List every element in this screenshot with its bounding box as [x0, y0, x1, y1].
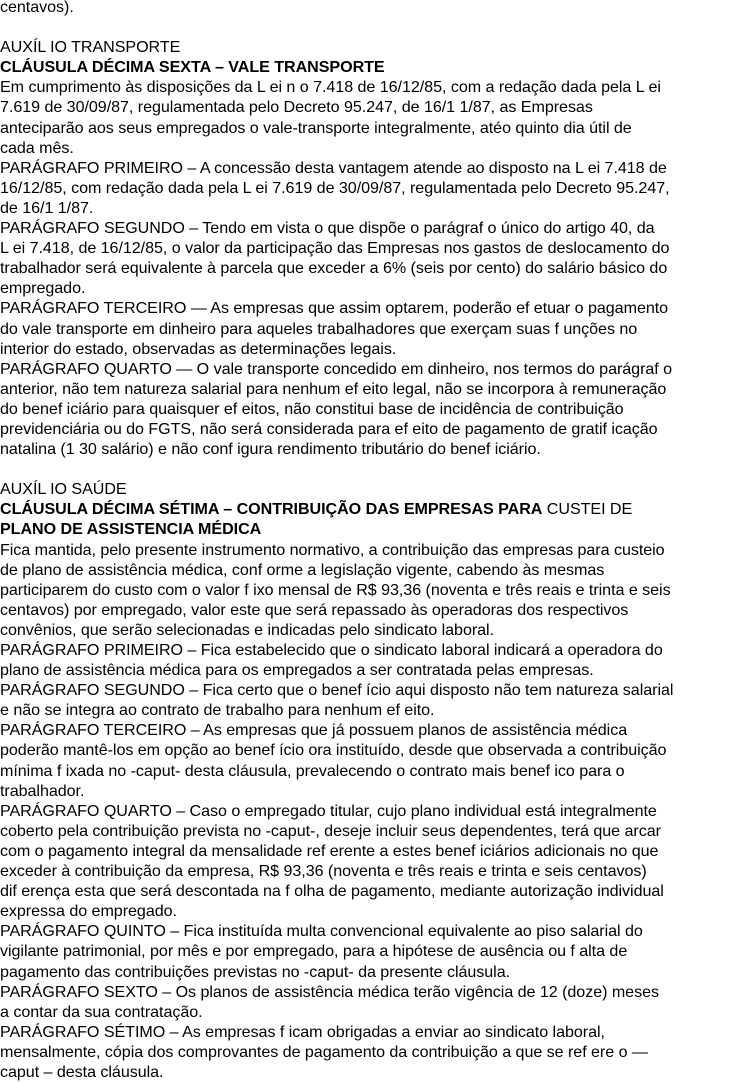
text-line: plano de assistência médica para os empregados a ser contratada pelas empresas. [0, 661, 594, 680]
text-line: anterior, não tem natureza salarial para nenhum ef eito legal, não se incorpora à remuneração [0, 379, 667, 398]
text-line: anteciparão aos seus empregados o vale-transporte integralmente, atéo quinto dia útil de [0, 118, 632, 137]
clause-body [0, 540, 733, 1082]
clause-title-regular: CUSTEI DE [542, 500, 633, 519]
text-line: exceder à contribuição da empresa, R$ 93,36 (noventa e três reais e trinta e seis centavos) [0, 862, 647, 881]
text-line: PARÁGRAFO QUINTO – Fica instituída multa convencional equivalente ao piso salarial do [0, 922, 643, 941]
text-line: a contar da sua contratação. [0, 1002, 203, 1021]
text-line: do vale transporte em dinheiro para aqueles trabalhadores que exerçam suas f unções no [0, 319, 638, 338]
text-line: L ei 7.418, de 16/12/85, o valor da participação das Empresas nos gastos de deslocamento do [0, 239, 670, 258]
text-line: do benef iciário para quaisquer ef eitos, não constitui base de incidência de contribuição [0, 399, 624, 418]
text-line: dif erença esta que será descontada na f olha de pagamento, mediante autorização individual [0, 882, 664, 901]
clause-title-bold: CLÁUSULA DÉCIMA SÉTIMA – CONTRIBUIÇÃO DAS EMPRESAS PARA [0, 500, 543, 519]
section-label: AUXÍL IO TRANSPORTE [0, 38, 181, 57]
text-line: 16/12/85, com redação dada pela L ei 7.619 de 30/09/87, regulamentada pelo Decreto 95.247, [0, 178, 670, 197]
clause-title: CLÁUSULA DÉCIMA SEXTA – VALE TRANSPORTE [0, 58, 385, 77]
text-line: PARÁGRAFO SEXTO – Os planos de assistência médica terão vigência de 12 (doze) meses [0, 982, 659, 1001]
text-line: previdenciária ou do FGTS, não será considerada para ef eito de pagamento de gratif icação [0, 419, 658, 438]
clause-body [0, 77, 733, 459]
text-line: pagamento das contribuições previstas no -caput- da presente cláusula. [0, 962, 511, 981]
blank-line [0, 459, 733, 479]
section-label: AUXÍL IO SAÚDE [0, 480, 127, 499]
continuation-line: centavos). [0, 0, 74, 16]
text-line: trabalhador. [0, 781, 85, 800]
text-line: PARÁGRAFO TERCEIRO — As empresas que assim optarem, poderão ef etuar o pagamento [0, 299, 669, 318]
text-line: convênios, que serão selecionadas e indicadas pelo sindicato laboral. [0, 620, 494, 639]
clause-title-line-2: PLANO DE ASSISTENCIA MÉDICA [0, 520, 262, 539]
text-line: natalina (1 30 salário) e não conf igura rendimento tributário do benef iciário. [0, 440, 541, 459]
text-line: coberto pela contribuição prevista no -caput-, deseje incluir seus dependentes, terá que arcar [0, 821, 661, 840]
text-line: Em cumprimento às disposições da L ei n o 7.418 de 16/12/85, com a redação dada pela L ei [0, 78, 661, 97]
text-line: mensalmente, cópia dos comprovantes de pagamento da contribuição a que se ref ere o — [0, 1042, 648, 1061]
text-line: de 16/1 1/87. [0, 198, 94, 217]
text-line: participarem do custo com o valor f ixo mensal de R$ 93,36 (noventa e três reais e trinta e seis [0, 580, 671, 599]
text-line: caput – desta cláusula. [0, 1062, 164, 1081]
text-line: PARÁGRAFO PRIMEIRO – A concessão desta vantagem atende ao disposto na L ei 7.418 de [0, 158, 667, 177]
text-line: PARÁGRAFO SEGUNDO – Fica certo que o benef ício aqui disposto não tem natureza salarial [0, 681, 674, 700]
text-line: vigilante patrimonial, por mês e por empregado, para a hipótese de ausência ou f alta de [0, 942, 628, 961]
text-line: Fica mantida, pelo presente instrumento normativo, a contribuição das empresas para custeio [0, 540, 665, 559]
clause-title-line-1 [0, 499, 733, 519]
text-line: trabalhador será equivalente à parcela que exceder a 6% (seis por cento) do salário básico do [0, 259, 668, 278]
text-line: PARÁGRAFO SEGUNDO – Tendo em vista o que dispõe o parágraf o único do artigo 40, da [0, 219, 655, 238]
text-line: centavos) por empregado, valor este que será repassado às operadoras dos respectivos [0, 600, 629, 619]
text-line: PARÁGRAFO QUARTO — O vale transporte concedido em dinheiro, nos termos do parágraf o [0, 359, 673, 378]
text-line: e não se integra ao contrato de trabalho para nenhum ef eito. [0, 701, 435, 720]
section-transporte [0, 37, 733, 459]
text-line: PARÁGRAFO PRIMEIRO – Fica estabelecido que o sindicato laboral indicará a operadora do [0, 641, 663, 659]
text-line: PARÁGRAFO QUARTO – Caso o empregado titular, cujo plano individual está integralmente [0, 801, 657, 820]
text-line: empregado. [0, 279, 86, 298]
text-line: 7.619 de 30/09/87, regulamentada pelo Decreto 95.247, de 16/1 1/87, as Empresas [0, 98, 593, 117]
text-line: expressa do empregado. [0, 902, 177, 921]
section-saude [0, 479, 733, 1082]
text-line: mínima f ixada no -caput- desta cláusula, prevalecendo o contrato mais benef ico para o [0, 761, 625, 780]
text-line: interior do estado, observadas as determinações legais. [0, 339, 397, 358]
text-line: PARÁGRAFO SÉTIMO – As empresas f icam obrigadas a enviar ao sindicato laboral, [0, 1022, 605, 1041]
text-line: com o pagamento integral da mensalidade ref erente a estes benef iciários adicionais no que [0, 841, 659, 860]
blank-line [0, 17, 733, 37]
text-line: poderão mantê-los em opção ao benef ício ora instituído, desde que observada a contribuição [0, 741, 667, 760]
text-line: de plano de assistência médica, conf orme a legislação vigente, cabendo às mesmas [0, 560, 605, 579]
text-line: PARÁGRAFO TERCEIRO – As empresas que já possuem planos de assistência médica [0, 721, 628, 740]
text-line: cada mês. [0, 138, 74, 157]
